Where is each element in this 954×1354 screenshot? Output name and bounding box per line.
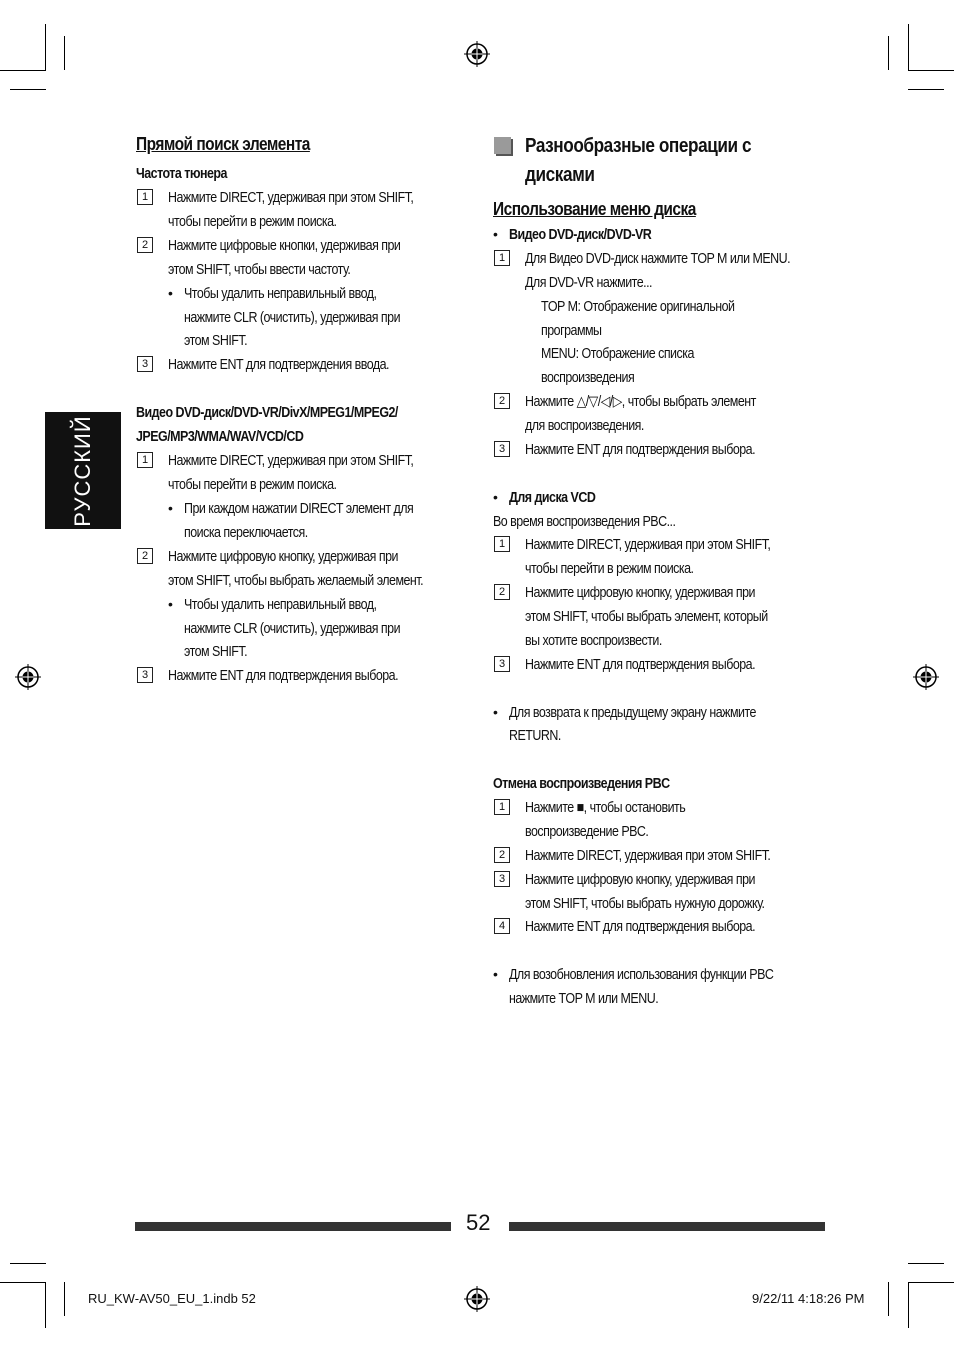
step-number: 2 bbox=[494, 847, 510, 863]
step-text: Нажмите ENT для подтверждения выбора. bbox=[525, 657, 756, 673]
disc-subheading: Видео DVD-диск/DVD-VR/DivX/MPEG1/MPEG2/ bbox=[136, 405, 398, 421]
language-side-tab bbox=[45, 412, 121, 529]
step-text: этом SHIFT, чтобы ввести частоту. bbox=[168, 262, 351, 278]
step-text: воспроизведение PBC. bbox=[525, 824, 649, 840]
disc-subheading: JPEG/MP3/WMA/WAV/VCD/CD bbox=[136, 429, 304, 445]
dvd-subheading: Видео DVD-диск/DVD-VR bbox=[509, 227, 652, 243]
step-text: Нажмите ENT для подтверждения выбора. bbox=[525, 919, 756, 935]
indent-text: программы bbox=[541, 323, 602, 339]
step-text: чтобы перейти в режим поиска. bbox=[525, 561, 694, 577]
registration-mark-icon bbox=[15, 664, 41, 690]
note-text: RETURN. bbox=[509, 728, 561, 744]
note-text: поиска переключается. bbox=[184, 525, 308, 541]
note-text: Для возобновления использования функции PBC bbox=[509, 967, 774, 983]
bullet-icon: • bbox=[493, 704, 498, 720]
footer-file-info: RU_KW-AV50_EU_1.indb 52 bbox=[88, 1291, 256, 1306]
indent-text: воспроизведения bbox=[541, 370, 635, 386]
registration-mark-icon bbox=[464, 1286, 490, 1312]
step-number: 3 bbox=[494, 871, 510, 887]
note-text: Чтобы удалить неправильный ввод, bbox=[184, 597, 377, 613]
step-text: Нажмите DIRECT, удерживая при этом SHIFT, bbox=[525, 537, 771, 553]
step-number: 2 bbox=[137, 548, 153, 564]
pbc-cancel-subheading: Отмена воспроизведения PBC bbox=[493, 776, 670, 792]
step-text: Нажмите △/▽/◁/▷, чтобы выбрать элемент bbox=[525, 394, 756, 410]
direct-search-heading: Прямой поиск элемента bbox=[136, 134, 310, 154]
footer-timestamp: 9/22/11 4:18:26 PM bbox=[752, 1291, 865, 1306]
indent-text: MENU: Отображение списка bbox=[541, 346, 694, 362]
page-bar-left bbox=[135, 1222, 451, 1231]
bullet-icon: • bbox=[493, 489, 498, 505]
note-text: этом SHIFT. bbox=[184, 644, 248, 660]
bullet-icon: • bbox=[493, 226, 498, 242]
bullet-icon: • bbox=[168, 500, 173, 516]
step-text: Нажмите DIRECT, удерживая при этом SHIFT. bbox=[525, 848, 771, 864]
disc-menu-heading: Использование меню диска bbox=[493, 199, 696, 219]
bullet-icon: • bbox=[168, 285, 173, 301]
note-text: Чтобы удалить неправильный ввод, bbox=[184, 286, 377, 302]
registration-mark-icon bbox=[464, 41, 490, 67]
step-number: 3 bbox=[494, 656, 510, 672]
step-number: 2 bbox=[137, 237, 153, 253]
bullet-icon: • bbox=[168, 596, 173, 612]
step-text: чтобы перейти в режим поиска. bbox=[168, 214, 337, 230]
step-text: Нажмите ENT для подтверждения выбора. bbox=[168, 668, 399, 684]
step-text: этом SHIFT, чтобы выбрать нужную дорожку. bbox=[525, 896, 765, 912]
section-title: дисками bbox=[525, 164, 595, 186]
step-text: Нажмите цифровую кнопку, удерживая при bbox=[168, 549, 398, 565]
step-text: Нажмите ENT для подтверждения выбора. bbox=[525, 442, 756, 458]
page-number: 52 bbox=[466, 1210, 491, 1235]
note-text: При каждом нажатии DIRECT элемент для bbox=[184, 501, 414, 517]
step-number: 3 bbox=[494, 441, 510, 457]
step-number: 2 bbox=[494, 584, 510, 600]
vcd-intro: Во время воспроизведения PBC... bbox=[493, 514, 676, 530]
note-text: нажмите CLR (очистить), удерживая при bbox=[184, 621, 401, 637]
step-number: 1 bbox=[137, 189, 153, 205]
step-number: 4 bbox=[494, 918, 510, 934]
step-text: Для DVD-VR нажмите... bbox=[525, 275, 652, 291]
step-number: 3 bbox=[137, 356, 153, 372]
step-text: чтобы перейти в режим поиска. bbox=[168, 477, 337, 493]
tuner-subheading: Частота тюнера bbox=[136, 166, 227, 182]
note-text: нажмите TOP M или MENU. bbox=[509, 991, 659, 1007]
step-number: 2 bbox=[494, 393, 510, 409]
registration-mark-icon bbox=[913, 664, 939, 690]
step-text: Нажмите ENT для подтверждения ввода. bbox=[168, 357, 389, 373]
step-number: 1 bbox=[494, 799, 510, 815]
step-text: этом SHIFT, чтобы выбрать элемент, который bbox=[525, 609, 768, 625]
indent-text: TOP M: Отображение оригинальной bbox=[541, 299, 735, 315]
step-text: этом SHIFT, чтобы выбрать желаемый элемент. bbox=[168, 573, 424, 589]
step-text: вы хотите воспроизвести. bbox=[525, 633, 662, 649]
step-number: 1 bbox=[494, 250, 510, 266]
page-bar-right bbox=[509, 1222, 825, 1231]
step-number: 1 bbox=[494, 536, 510, 552]
bullet-icon: • bbox=[493, 966, 498, 982]
note-text: Для возврата к предыдущему экрану нажмите bbox=[509, 705, 756, 721]
section-square-icon bbox=[494, 137, 511, 154]
note-text: этом SHIFT. bbox=[184, 333, 248, 349]
step-text: для воспроизведения. bbox=[525, 418, 644, 434]
step-number: 3 bbox=[137, 667, 153, 683]
step-text: Нажмите DIRECT, удерживая при этом SHIFT, bbox=[168, 453, 414, 469]
language-tab-label: РУССКИЙ bbox=[70, 414, 95, 527]
step-text: Для Видео DVD-диск нажмите TOP M или MENU. bbox=[525, 251, 791, 267]
vcd-subheading: Для диска VCD bbox=[509, 490, 596, 506]
section-title: Разнообразные операции с bbox=[525, 135, 752, 157]
step-text: Нажмите цифровую кнопку, удерживая при bbox=[525, 872, 755, 888]
step-text: Нажмите ■, чтобы остановить bbox=[525, 800, 686, 816]
note-text: нажмите CLR (очистить), удерживая при bbox=[184, 310, 401, 326]
step-text: Нажмите DIRECT, удерживая при этом SHIFT, bbox=[168, 190, 414, 206]
step-text: Нажмите цифровые кнопки, удерживая при bbox=[168, 238, 401, 254]
step-number: 1 bbox=[137, 452, 153, 468]
step-text: Нажмите цифровую кнопку, удерживая при bbox=[525, 585, 755, 601]
